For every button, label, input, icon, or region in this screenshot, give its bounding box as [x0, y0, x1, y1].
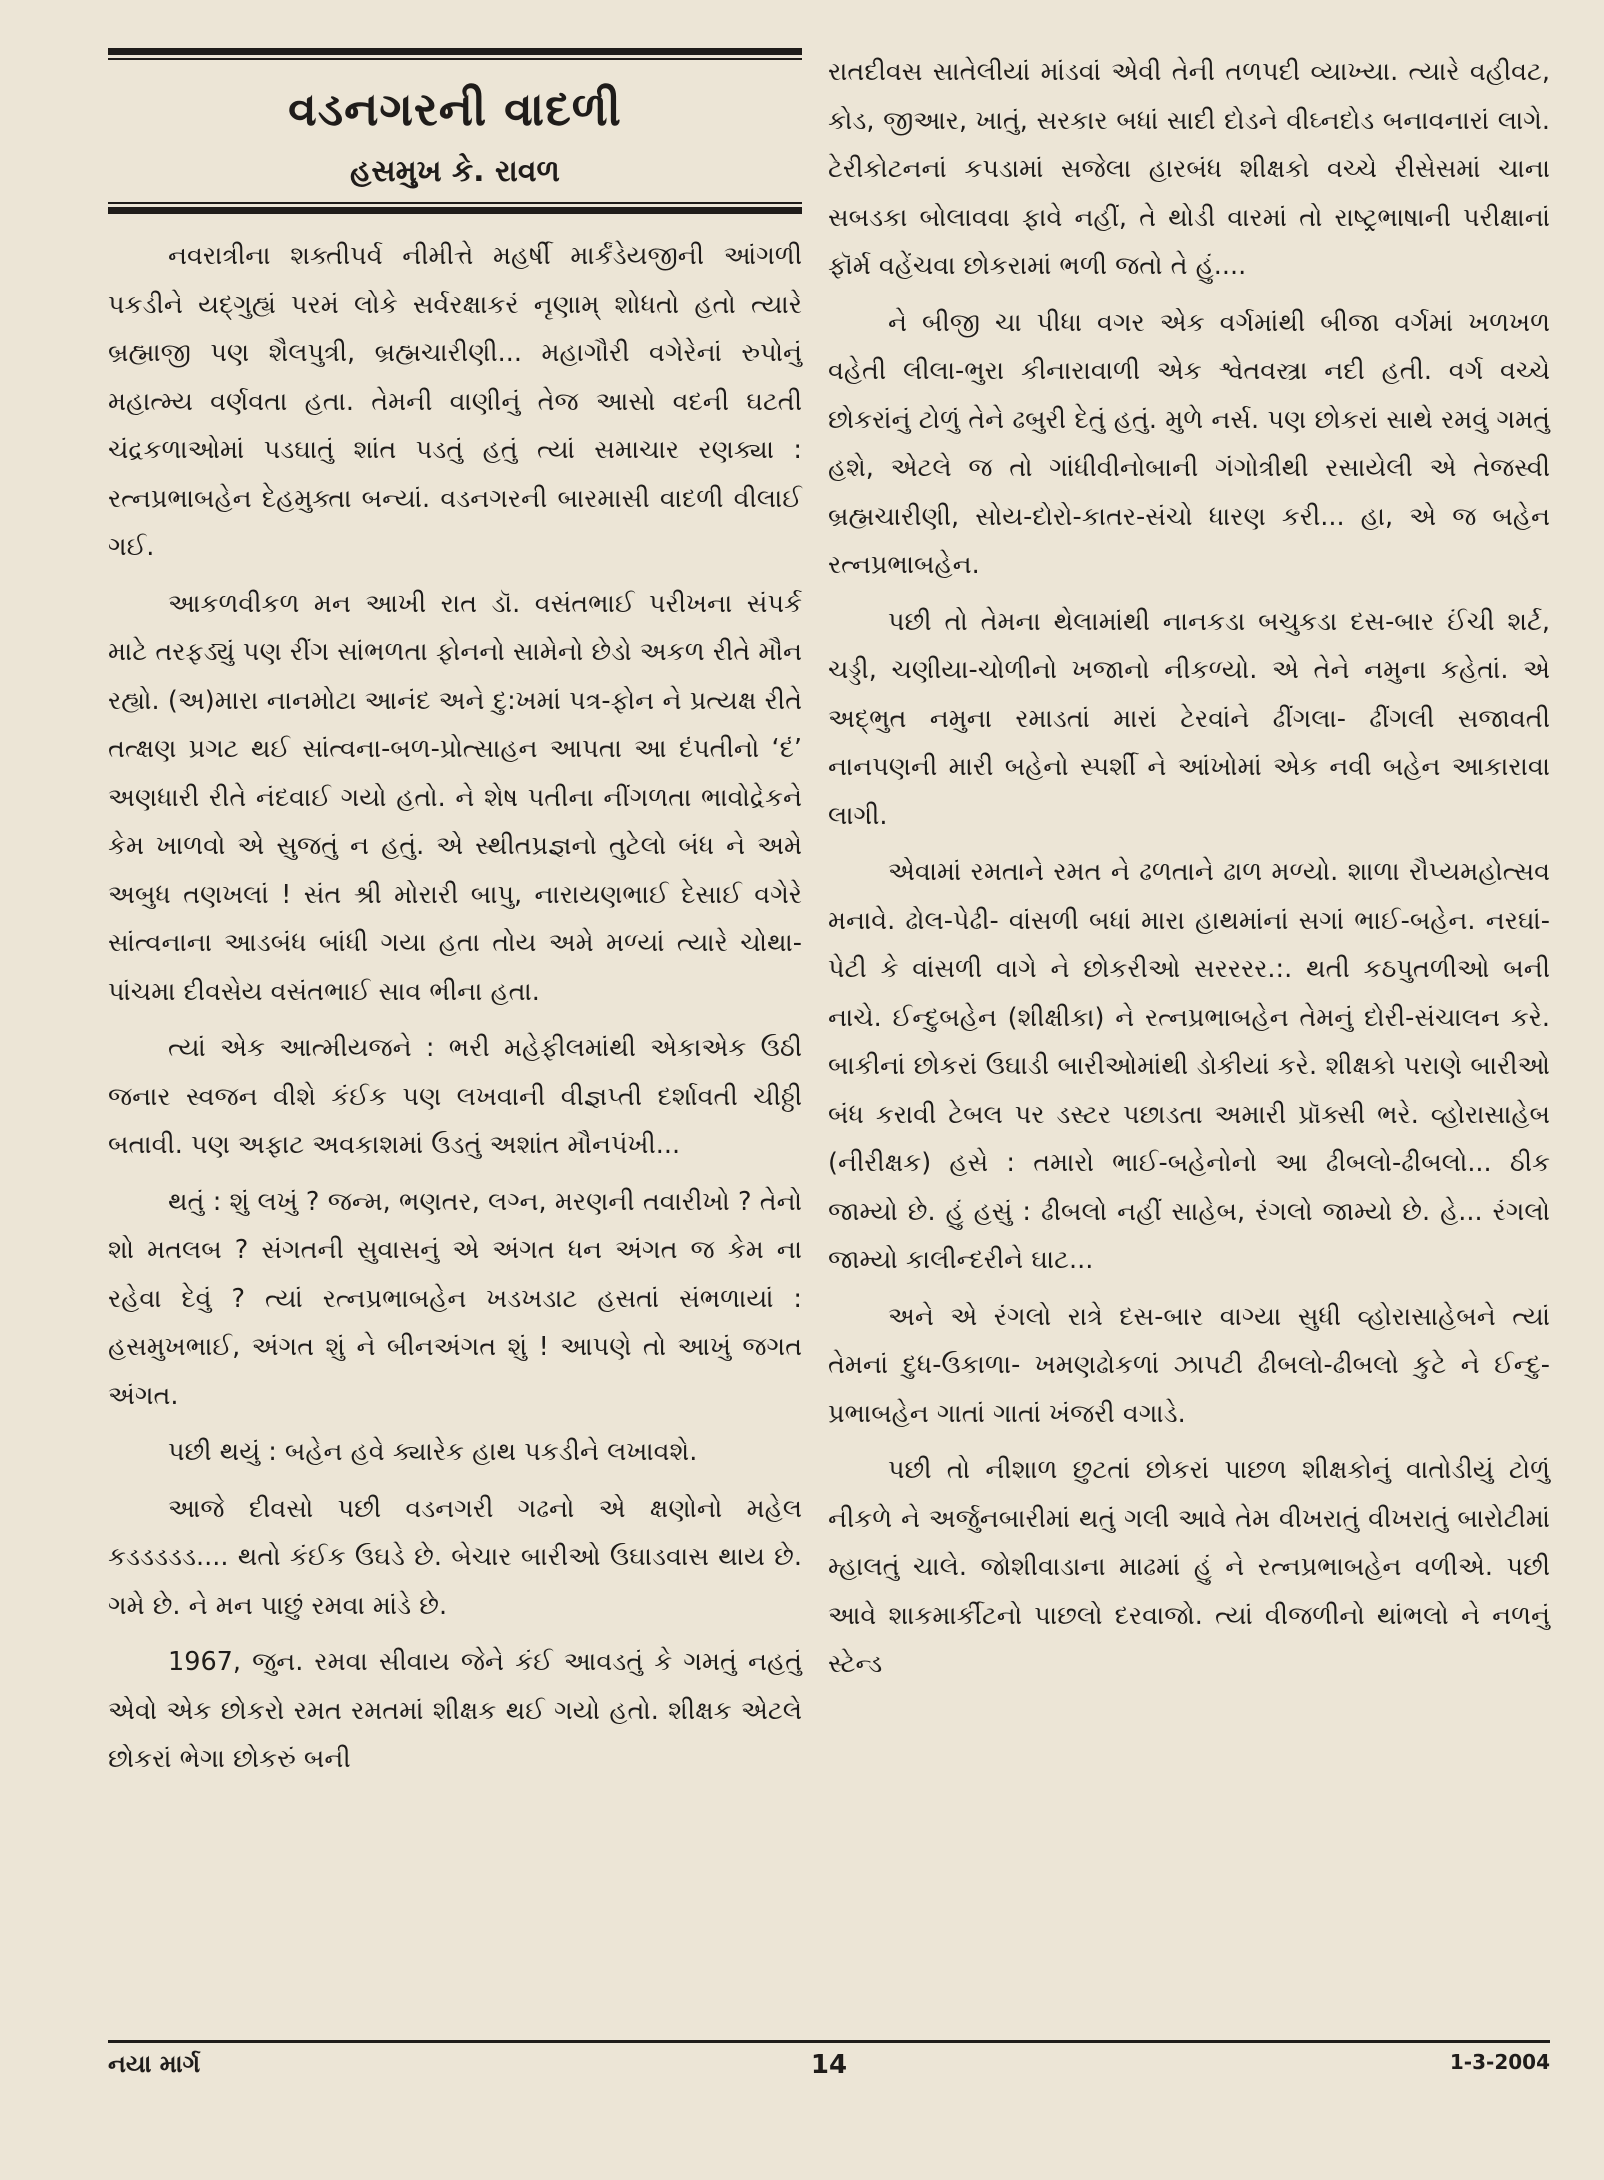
paragraph: પછી થયું : બહેન હવે ક્યારેક હાથ પકડીને લખાવશે. [168, 1437, 698, 1467]
article-author: હસમુખ કે. રાવળ [350, 154, 560, 189]
footer-rule [108, 2040, 1550, 2043]
paragraph: પછી તો નીશાળ છુટતાં છોકરાં પાછળ શીક્ષકોનું વાતોડીયું ટોળું નીકળે ને અર્જુનબારીમાં થતું ગલી આવે તેમ વીખરાતું વીખરાતું બારોટીમાં મ્હાલતું ચાલે. જોશીવાડાના માઢમાં હું ને રત્નપ્રભાબહેન વળીએ. પછી આવે શાકમાર્કીટનો પાછલો દરવાજો. ત્યાં વીજળીનો થાંભલો ને નળનું સ્ટેન્ડ [828, 1455, 1550, 1679]
paragraph: ત્યાં એક આત્મીયજને : ભરી મહેફીલમાંથી એકાએક ઉઠી જનાર સ્વજન વીશે કંઈક પણ લખવાની વીજ્ઞપ્તી દર્શાવતી ચીઠ્ઠી બતાવી. પણ અફાટ અવકાશમાં ઉડતું અશાંત મૌનપંખી... [108, 1033, 802, 1160]
paragraph: 1967, જુન. રમવા સીવાય જેને કંઈ આવડતું કે ગમતું નહતું એવો એક છોકરો રમત રમતમાં શીક્ષક થઈ ગયો હતો. શીક્ષક એટલે છોકરાં ભેગા છોકરું બની [108, 1647, 802, 1774]
header-rule-bottom-thin [108, 202, 802, 204]
issue-date: 1-3-2004 [1449, 2050, 1550, 2074]
paragraph: થતું : શું લખું ? જન્મ, ભણતર, લગ્ન, મરણની તવારીખો ? તેનો શો મતલબ ? સંગતની સુવાસનું એ અંગત ધન અંગત જ કેમ ના રહેવા દેવું ? ત્યાં રત્નપ્રભાબહેન ખડખડાટ હસતાં સંભળાયાં : હસમુખભાઈ, અંગત શું ને બીનઅંગત શું ! આપણે તો આખું જગત અંગત. [108, 1186, 802, 1411]
page-number: 14 [810, 2050, 848, 2080]
magazine-name: નયા માર્ગ [108, 2050, 201, 2078]
paragraph: આજે દીવસો પછી વડનગરી ગઢનો એ ક્ષણોનો મહેલ કડડડડડ.... થતો કંઈક ઉઘડે છે. બેચાર બારીઓ ઉઘાડવાસ થાય છે. ગમે છે. ને મન પાછું રમવા માંડે છે. [108, 1493, 802, 1621]
paragraph: આકળવીકળ મન આખી રાત ડૉ. વસંતભાઈ પરીખના સંપર્ક માટે તરફડ્યું પણ રીંગ સાંભળતા ફોનનો સામેનો છેડો અકળ રીતે મૌન રહ્યો. (અ)મારા નાનમોટા આનંદ અને દુ:ખમાં પત્ર-ફોન ને પ્રત્યક્ષ રીતે તત્ક્ષણ પ્રગટ થઈ સાંત્વના-બળ-પ્રોત્સાહન આપતા આ દંપતીનો ‘દં’ અણધારી રીતે નંદવાઈ ગયો હતો. ને શેષ પતીના નીંગળતા ભાવોદ્રેકને કેમ ખાળવો એ સુજતું ન હતું. એ સ્થીતપ્રજ્ઞનો તુટેલો બંધ ને અમે અબુધ તણખલાં ! સંત શ્રી મોરારી બાપુ, નારાયણભાઈ દેસાઈ વગેરે સાંત્વનાના આડબંધ બાંધી ગયા હતા તોય અમે મળ્યાં ત્યારે ચોથા-પાંચમા દીવસેય વસંતભાઈ સાવ ભીના હતા. [108, 588, 802, 1007]
paragraph: પછી તો તેમના થેલામાંથી નાનકડા બચુકડા દસ-બાર ઈંચી શર્ટ, ચડ્ડી, ચણીયા-ચોળીનો ખજાનો નીકળ્યો. એ તેને નમુના કહેતાં. એ અદ્‌ભુત નમુના રમાડતાં મારાં ટેરવાંને ઢીંગલા- ઢીંગલી સજાવતી નાનપણની મારી બહેનો સ્પર્શી ને આંખોમાં એક નવી બહેન આકારાવા લાગી. [828, 606, 1550, 831]
paragraph: નવરાત્રીના શક્તીપર્વ નીમીત્તે મહર્ષી માર્કંડેયજીની આંગળી પકડીને યદ્‌ગુહ્યં પરમં લોકે સર્વરક્ષાકરં નૃણામ્‌ શોધતો હતો ત્યારે બ્રહ્માજી પણ શૈલપુત્રી, બ્રહ્મચારીણી... મહાગૌરી વગેરેનાં રુપોનું મહાત્મ્ય વર્ણવતા હતા. તેમની વાણીનું તેજ આસો વદની ઘટતી ચંદ્રકળાઓમાં પડઘાતું શાંત પડતું હતું ત્યાં સમાચાર રણક્યા : રત્નપ્રભાબહેન દેહમુક્તા બન્યાં. વડનગરની બારમાસી વાદળી વીલાઈ ગઈ. [108, 241, 802, 562]
right-column [828, 48, 1550, 1697]
paragraph: રાતદીવસ સાતેલીયાં માંડવાં એવી તેની તળપદી વ્યાખ્યા. ત્યારે વહીવટ, કોડ, જીઆર, ખાતું, સરકાર બધાં સાદી દોડને વીઘ્નદોડ બનાવનારાં લાગે. ટેરીકોટનનાં કપડામાં સજેલા હારબંધ શીક્ષકો વચ્ચે રીસેસમાં ચાના સબડકા બોલાવવા ફાવે નહીં, તે થોડી વારમાં તો રાષ્ટ્રભાષાની પરીક્ષાનાં ફૉર્મ વહેંચવા છોકરામાં ભળી જતો તે હું.... [828, 57, 1550, 281]
page-footer [108, 2050, 1550, 2090]
paragraph: ને બીજી ચા પીધા વગર એક વર્ગમાંથી બીજા વર્ગમાં ખળખળ વહેતી લીલા-ભુરા કીનારાવાળી એક શ્વેતવસ્ત્રા નદી હતી. વર્ગ વચ્ચે છોકરાંનું ટોળું તેને ઢબુરી દેતું હતું. મુળે નર્સ. પણ છોકરાં સાથે રમવું ગમતું હશે, એટલે જ તો ગાંધીવીનોબાની ગંગોત્રીથી રસાયેલી એ તેજસ્વી બ્રહ્મચારીણી, સોય-દોરો-કાતર-સંચો ધારણ કરી... હા, એ જ બહેન રત્નપ્રભાબહેન. [828, 307, 1550, 580]
article-title: વડનગરની વાદળી [288, 82, 622, 136]
header-rule-top [108, 48, 802, 55]
left-column [108, 48, 802, 1792]
header-rule-top-thin [108, 58, 802, 60]
paragraph: અને એ રંગલો રાત્રે દસ-બાર વાગ્યા સુધી વ્હોરાસાહેબને ત્યાં તેમનાં દુધ-ઉકાળા- ખમણઢોકળાં ઝાપટી ઢીબલો-ઢીબલો કુટે ને ઈન્દુ-પ્રભાબહેન ગાતાં ગાતાં ખંજરી વગાડે. [828, 1301, 1550, 1429]
paragraph: એવામાં રમતાને રમત ને ઢળતાને ઢાળ મળ્યો. શાળા રૌપ્યમહોત્સવ મનાવે. ઢોલ-પેઢી- વાંસળી બધાં મારા હાથમાંનાં સગાં ભાઈ-બહેન. નરઘાં-પેટી કે વાંસળી વાગે ને છોકરીઓ સરરરર.:. થતી કઠપુતળીઓ બની નાચે. ઈન્દુબહેન (શીક્ષીકા) ને રત્નપ્રભાબહેન તેમનું દોરી-સંચાલન કરે. બાકીનાં છોકરાં ઉઘાડી બારીઓમાંથી ડોકીયાં કરે. શીક્ષકો પરાણે બારીઓ બંધ કરાવી ટેબલ પર ડસ્ટર પછાડતા અમારી પ્રૉક્સી ભરે. વ્હોરાસાહેબ (નીરીક્ષક) હસે : તમારો ભાઈ-બહેનોનો આ ઢીબલો-ઢીબલો... ઠીક જામ્યો છે. હું હસું : ઢીબલો નહીં સાહેબ, રંગલો જામ્યો છે. હે... રંગલો જામ્યો કાલીન્દરીને ઘાટ... [828, 857, 1550, 1275]
header-rule-bottom [108, 207, 802, 214]
